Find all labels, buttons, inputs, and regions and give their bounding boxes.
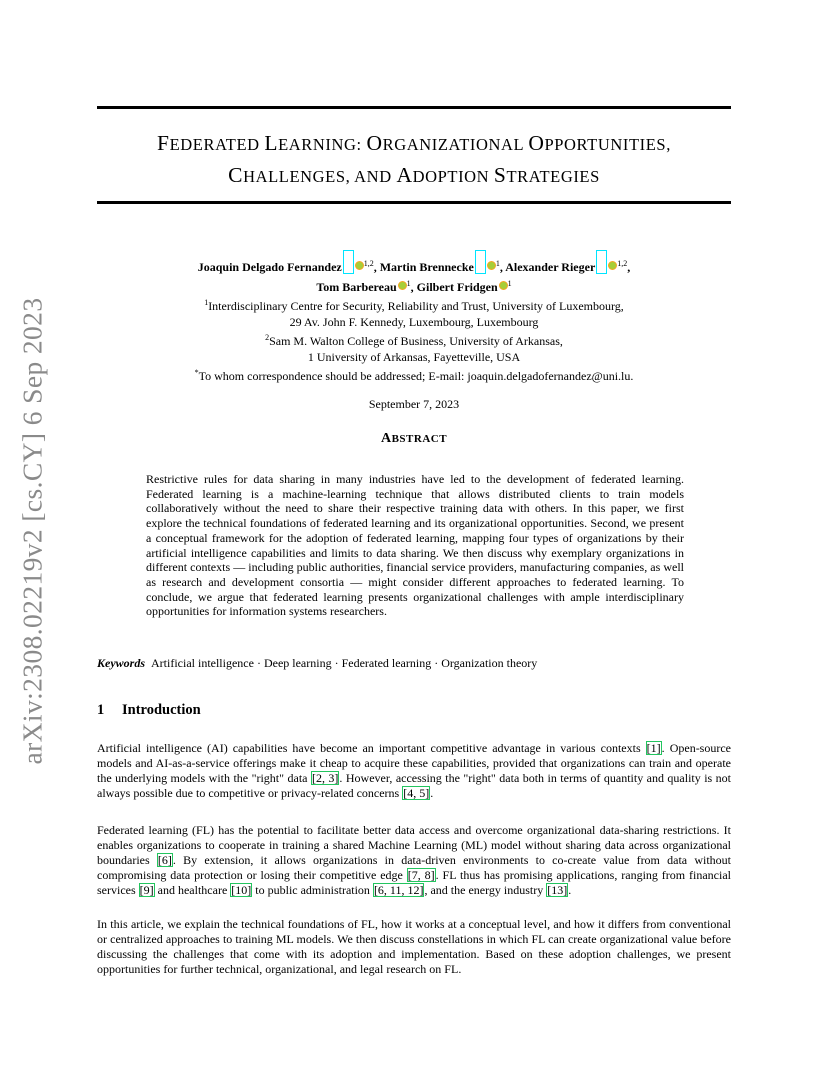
affiliation-marker: 2 <box>265 333 270 342</box>
author-name: Martin Brennecke <box>379 260 474 274</box>
citation-link[interactable]: [6, 11, 12] <box>373 883 424 898</box>
affiliation-marker: 1 <box>507 278 512 288</box>
intro-paragraph-1 <box>97 741 731 801</box>
affiliation-marker: 1,2 <box>617 259 628 268</box>
separator: , <box>499 260 506 274</box>
citation-link[interactable]: [6] <box>157 853 172 868</box>
link-box[interactable] <box>343 250 354 274</box>
author-line-2 <box>97 276 731 296</box>
abstract-heading <box>97 431 731 447</box>
author-name: Tom Barbereau <box>316 279 397 294</box>
arxiv-identifier: arXiv:2308.02219v2 [cs.CY] 6 Sep 2023 <box>16 297 48 765</box>
paper-title <box>97 128 731 192</box>
arxiv-side-stamp <box>14 296 50 766</box>
keywords-line <box>97 656 731 671</box>
paragraph-text: . Open-source models and AI-as-a-service offerings make it cheap to acquire these capabilities, provided that organizations can train and operate the underlying models with the "right" data <box>97 741 732 786</box>
paragraph-text: to public administration <box>252 883 373 898</box>
abstract-heading-cap: A <box>380 431 392 446</box>
intro-paragraph-3: In this article, we explain the technical foundations of FL, how it works at a conceptual level, and how it differs from conventional or centralized approaches to training ML models. We then discuss constellations in which FL can create organizational value before discussing the challenges that come with its adoption and implementation. Based on these adoption challenges, we present opportunities for further technical, organizational, and legal research on FL. <box>97 917 731 977</box>
title-line-1 <box>97 128 731 160</box>
author-name: Alexander Rieger <box>505 260 596 274</box>
separator: , <box>627 260 631 274</box>
correspondence-marker: * <box>194 368 199 377</box>
paragraph-text: . However, accessing the "right" data both in terms of quantity and quality is not always possible due to competitive or privacy-related concerns <box>97 771 732 801</box>
title-word-rest: HALLENGES, AND <box>243 167 397 186</box>
publication-date: September 7, 2023 <box>368 397 460 411</box>
paragraph-text: and healthcare <box>154 883 231 898</box>
citation-link[interactable]: [10] <box>231 883 252 898</box>
correspondence-text[interactable]: To whom correspondence should be addressed; E-mail: joaquin.delgadofernandez@uni.lu. <box>198 369 634 383</box>
paragraph-text: Federated learning (FL) has the potential to facilitate better data access and overcome organizational data-sharing restrictions. It enables organizations to cooperate in training a shared Machine Learning (ML) model without sharing data across organizational boundaries <box>97 823 731 868</box>
keywords-text: Artificial intelligence · Deep learning · Federated learning · Organization theory <box>151 656 538 670</box>
section-number: 1 <box>97 702 105 718</box>
paragraph-text: . FL thus has promising applications, ranging from financial services <box>97 868 731 898</box>
orcid-icon[interactable] <box>398 281 407 290</box>
affiliation-2 <box>97 330 731 350</box>
citation-link[interactable]: [7, 8] <box>407 868 435 883</box>
author-line-1 <box>97 250 731 276</box>
title-word: C <box>228 163 244 187</box>
title-word: O <box>528 131 545 155</box>
title-top-rule <box>97 106 731 109</box>
title-line-2 <box>97 160 731 192</box>
correspondence-note <box>97 365 731 385</box>
separator: , <box>373 260 380 274</box>
title-word-rest: PPORTUNITIES, <box>544 135 671 154</box>
orcid-icon[interactable] <box>499 281 508 290</box>
author-block <box>97 250 731 385</box>
keywords-label: Keywords <box>97 656 145 670</box>
citation-link[interactable]: [9] <box>139 883 154 898</box>
section-title: Introduction <box>122 702 201 718</box>
author-name: Joaquin Delgado Fernandez <box>197 260 342 274</box>
title-word: L <box>264 131 279 155</box>
affiliation-marker: 1 <box>204 298 209 307</box>
title-word: A <box>396 163 413 187</box>
orcid-icon[interactable] <box>487 261 496 270</box>
affiliation-marker: 1,2 <box>363 259 374 268</box>
affiliation-2-address: 1 University of Arkansas, Fayetteville, USA <box>307 349 521 364</box>
orcid-icon[interactable] <box>355 261 364 270</box>
orcid-icon[interactable] <box>608 261 617 270</box>
link-box[interactable] <box>475 250 486 274</box>
paragraph-text: . By extension, it allows organizations in data-driven environments to co-create value from data without compromising data protection or losing their competitive edge <box>97 853 731 883</box>
affiliation-text: Sam M. Walton College of Business, University of Arkansas, <box>269 334 563 348</box>
title-word-rest: RGANIZATIONAL <box>382 135 529 154</box>
intro-paragraph-2 <box>97 823 731 898</box>
author-name: Gilbert Fridgen <box>416 279 498 294</box>
title-word-rest: TRATEGIES <box>506 167 600 186</box>
abstract-text: Restrictive rules for data sharing in many industries have led to the development of federated learning. Federated learning is a machine-learning technique that allows distributed clients to train models collaboratively without the need to share their respective training data with others. In this paper, we first explore the technical foundations of federated learning and its organizational opportunities. Second, we present a conceptual framework for the adoption of federated learning, mapping four types of organizations by their artificial intelligence capabilities and limits to data sharing. We then discuss why exemplary organizations in different contexts — including public authorities, financial service providers, manufacturing companies, as well as research and development consortia — might consider different approaches to federated learning. To conclude, we argue that federated learning presents organizational challenges with ample interdisciplinary opportunities for information systems researchers. <box>146 472 684 619</box>
affiliation-text: Interdisciplinary Centre for Security, Reliability and Trust, University of Luxembourg, <box>208 299 624 313</box>
link-box[interactable] <box>596 250 607 274</box>
paragraph-text: . <box>430 786 434 801</box>
affiliation-marker: 1 <box>406 278 411 288</box>
affiliation-marker: 1 <box>495 259 500 268</box>
title-word-rest: DOPTION <box>412 167 494 186</box>
abstract-heading-rest: BSTRACT <box>391 433 448 445</box>
citation-link[interactable]: [1] <box>646 741 661 755</box>
title-word: S <box>493 163 507 187</box>
citation-link[interactable]: [4, 5] <box>403 786 430 801</box>
paragraph-text: , and the energy industry <box>424 883 547 898</box>
section-heading <box>97 702 201 719</box>
title-word-rest: EDERATED <box>169 135 265 154</box>
affiliation-1-address: 29 Av. John F. Kennedy, Luxembourg, Luxembourg <box>289 314 539 329</box>
separator: , <box>410 279 417 294</box>
paragraph-text: Artificial intelligence (AI) capabilities have become an important competitive advantage in various contexts <box>97 741 646 755</box>
title-word: F <box>157 131 170 155</box>
title-word: O <box>366 131 383 155</box>
title-word-rest: EARNING: <box>278 135 367 154</box>
title-bottom-rule <box>97 201 731 204</box>
affiliation-1 <box>97 295 731 315</box>
paragraph-text: . <box>568 883 572 898</box>
citation-link[interactable]: [2, 3] <box>311 771 339 786</box>
citation-link[interactable]: [13] <box>547 883 568 898</box>
